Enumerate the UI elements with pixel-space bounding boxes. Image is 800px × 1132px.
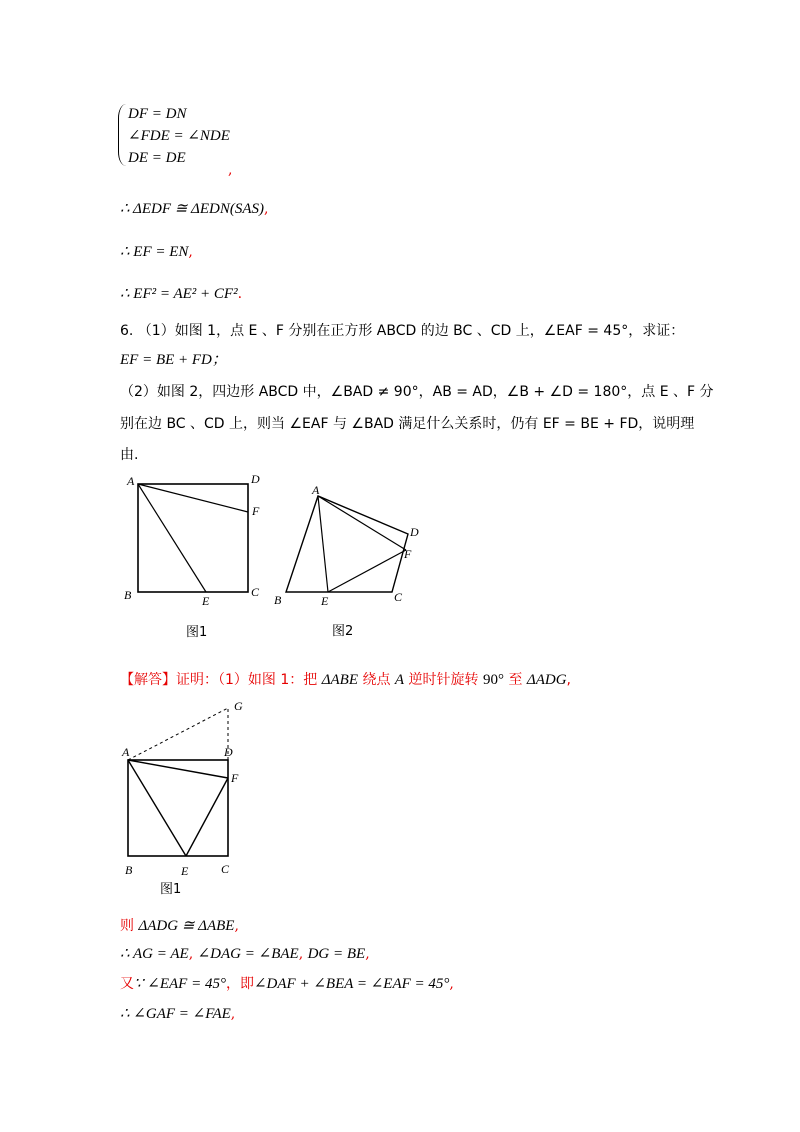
system-eq2: ∠FDE = ∠NDE — [128, 128, 230, 144]
problem-line-5: 由. — [120, 447, 139, 463]
figure1-label-a: A — [127, 474, 135, 488]
figure2-label-a: A — [312, 483, 320, 497]
step-1: 则 ΔADG ≅ ΔABE, — [120, 918, 239, 934]
figure2-quadrilateral — [286, 496, 408, 592]
problem-line-3: （2）如图 2，四边形 ABCD 中，∠BAD ≠ 90°，AB = AD，∠B + ∠D = 180°，点 E 、F 分 — [120, 384, 714, 400]
figure2-line-ae — [318, 496, 328, 592]
figure1-label-c: C — [251, 585, 260, 599]
system-eq3: DE = DE — [128, 150, 186, 166]
conclusion-1: ∴ ΔEDF ≅ ΔEDN(SAS), — [120, 201, 269, 217]
figure3-label-g: G — [234, 699, 243, 713]
problem-line-1: 6. （1）如图 1，点 E 、F 分别在正方形 ABCD 的边 BC 、CD 上，∠EAF = 45°，求证： — [120, 323, 685, 339]
figure2-caption: 图2 — [332, 624, 354, 639]
figure1-caption: 图1 — [186, 625, 208, 640]
figure1-label-f: F — [252, 504, 260, 518]
figure1-square — [138, 484, 248, 592]
left-brace — [118, 104, 127, 166]
figure2-label-c: C — [394, 590, 403, 604]
system-tail: , — [228, 162, 233, 178]
step-2: ∴ AG = AE, ∠DAG = ∠BAE, DG = BE, — [120, 946, 370, 962]
figure3-label-d: D — [224, 745, 233, 759]
step-4: ∴ ∠GAF = ∠FAE, — [120, 1006, 236, 1022]
problem-line-4: 别在边 BC 、CD 上，则当 ∠EAF 与 ∠BAD 满足什么关系时，仍有 EF = BE + FD，说明理 — [120, 416, 695, 432]
figure3-line-af — [128, 760, 228, 778]
problem-line-2: EF = BE + FD； — [120, 352, 227, 368]
figure2-label-d: D — [410, 525, 419, 539]
figure1-line-ae — [138, 484, 206, 592]
figure-1 — [118, 470, 278, 645]
figure3-line-ef — [186, 778, 228, 856]
figure2-label-e: E — [321, 594, 329, 608]
figure2-label-f: F — [404, 547, 412, 561]
figure3-label-a: A — [122, 745, 130, 759]
figure1-label-d: D — [251, 472, 260, 486]
figure1-line-af — [138, 484, 248, 512]
system-eq1: DF = DN — [128, 106, 187, 122]
step-3: 又∵ ∠EAF = 45°，即∠DAF + ∠BEA = ∠EAF = 45°, — [120, 976, 454, 992]
figure2-label-b: B — [274, 593, 282, 607]
conclusion-2: ∴ EF = EN, — [120, 244, 193, 260]
figure3-caption: 图1 — [160, 882, 182, 897]
figure3-label-b: B — [125, 863, 133, 877]
conclusion-3: ∴ EF² = AE² + CF². — [120, 286, 243, 302]
figure3-label-c: C — [221, 862, 230, 876]
figure2-line-af — [318, 496, 406, 550]
figure1-label-e: E — [202, 594, 210, 608]
figure3-line-ae — [128, 760, 186, 856]
figure3-label-f: F — [231, 771, 239, 785]
answer-heading: 【解答】证明：（1）如图 1：把 ΔABE 绕点 A 逆时针旋转 90° 至 ΔADG, — [120, 672, 571, 688]
figure1-label-b: B — [124, 588, 132, 602]
figure-3 — [118, 694, 268, 904]
figure3-line-ag — [128, 708, 228, 760]
figure-2 — [270, 478, 430, 646]
figure3-label-e: E — [181, 864, 189, 878]
